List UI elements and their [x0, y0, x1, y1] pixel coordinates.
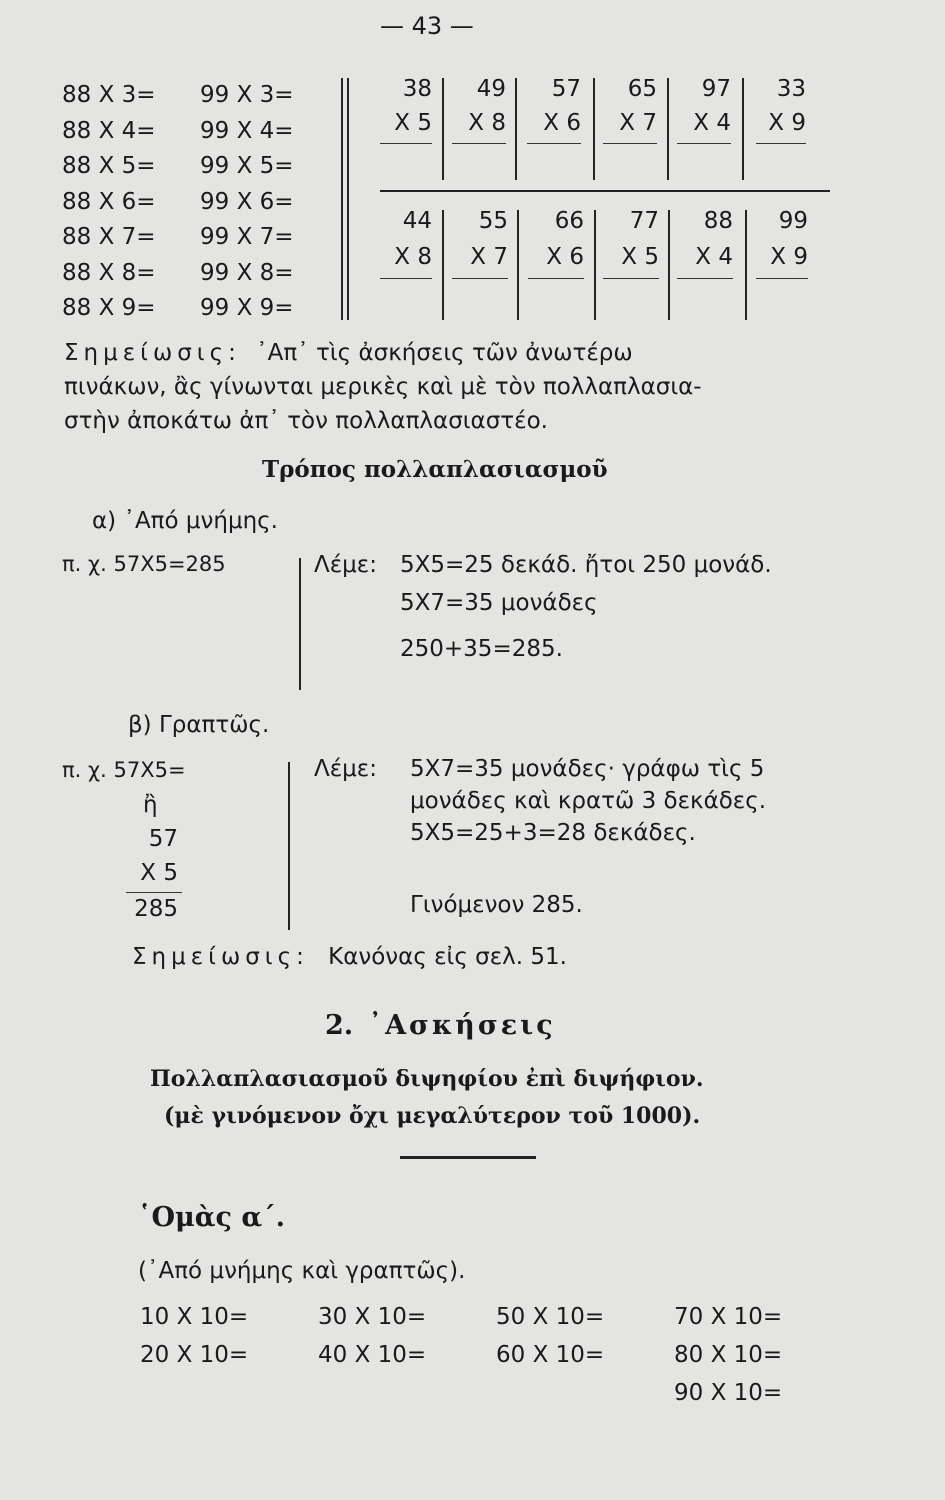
grid-cell-bottom: X 5: [621, 244, 659, 270]
example-text: π. χ. 57X5=285: [62, 552, 226, 576]
exercise-column: [140, 1298, 248, 1374]
explanation-text: Γινόμενον 285.: [410, 892, 583, 918]
table-88-row: 88 X 9=: [62, 295, 156, 321]
subsection-heading: β) Γραπτῶς.: [128, 712, 270, 738]
note-text: Κανόνας εἰς σελ. 51.: [328, 944, 567, 970]
explanation-text: 5X7=35 μονάδες: [400, 590, 598, 616]
note-label: Σημείωσις:: [64, 340, 241, 366]
grid-cell-bottom: X 8: [394, 244, 432, 270]
grid-cell-top: 44: [402, 208, 432, 234]
example-multiplier: X 5: [140, 860, 178, 886]
group-title: ῾Ομὰς α΄.: [138, 1202, 286, 1233]
exercise-item: 60 X 10=: [496, 1342, 605, 1368]
exercise-item: 40 X 10=: [318, 1342, 427, 1368]
note-text: ᾿Απ᾽ τὶς ἀσκήσεις τῶν ἀνωτέρω: [256, 340, 633, 366]
note-paragraph: [64, 340, 633, 366]
grid-cell-top: 99: [778, 208, 808, 234]
note-label: Σημείωσις:: [132, 944, 309, 970]
section-subtitle: (μὲ γινόμενον ὄχι μεγαλύτερον τοῦ 1000).: [164, 1103, 701, 1129]
grid-cell-bottom: X 6: [546, 244, 584, 270]
grid-cell-top: 65: [627, 76, 657, 102]
grid-cell-top: 88: [703, 208, 733, 234]
grid-cell-bottom: X 5: [394, 110, 432, 136]
table-99-row: 99 X 6=: [200, 188, 294, 215]
example-result: 285: [134, 896, 178, 922]
table-88-row: 88 X 4=: [62, 117, 156, 144]
group-subtitle: (᾿Από μνήμης καὶ γραπτῶς).: [138, 1258, 466, 1284]
section-name: ᾿Ασκήσεις: [368, 1010, 556, 1041]
divider-line: [341, 78, 343, 320]
example-text: π. χ. 57X5=: [62, 758, 186, 782]
explanation-text: μονάδες καὶ κρατῶ 3 δεκάδες.: [410, 788, 767, 814]
table-99-row: 99 X 8=: [200, 259, 294, 286]
table-88-row: 88 X 3=: [62, 82, 156, 108]
divider-line: [400, 1156, 536, 1159]
table-88: [62, 78, 156, 327]
section-subtitle: Πολλαπλασιασμοῦ διψηφίου ἐπὶ διψήφιον.: [150, 1066, 704, 1092]
grid-cell-top: 55: [478, 208, 508, 234]
grid-cell-top: 97: [701, 76, 731, 102]
note-text: στὴν ἀποκάτω ἀπ᾽ τὸν πολλαπλασιαστέο.: [64, 408, 548, 434]
divider-line: [347, 78, 349, 320]
grid-cell-top: 77: [629, 208, 659, 234]
grid-cell-bottom: X 7: [470, 244, 508, 270]
subsection-heading: α) ᾿Από μνήμης.: [92, 508, 278, 534]
table-99-row: 99 X 7=: [200, 224, 294, 250]
exercise-item: 30 X 10=: [318, 1304, 427, 1330]
table-88-row: 88 X 5=: [62, 153, 156, 179]
grid-cell-bottom: X 9: [770, 244, 808, 270]
exercise-item: 20 X 10=: [140, 1342, 249, 1368]
divider-line: [299, 558, 301, 690]
table-88-row: 88 X 7=: [62, 224, 156, 250]
table-99-row: 99 X 5=: [200, 153, 294, 179]
grid-cell-bottom: X 8: [468, 110, 506, 136]
grid-cell-bottom: X 4: [693, 110, 731, 136]
exercise-item: 10 X 10=: [140, 1304, 249, 1330]
table-99-row: 99 X 9=: [200, 295, 294, 321]
leme-label: Λέμε:: [314, 552, 377, 578]
note-text: πινάκων, ἂς γίνωνται μερικὲς καὶ μὲ τὸν πολλαπλασια-: [64, 374, 702, 400]
exercise-item: 80 X 10=: [674, 1342, 783, 1368]
exercise-item: 90 X 10=: [674, 1380, 783, 1406]
grid-cell-bottom: X 7: [619, 110, 657, 136]
explanation-text: 5X7=35 μονάδες· γράφω τὶς 5: [410, 756, 765, 782]
explanation-text: 5X5=25 δεκάδ. ἤτοι 250 μονάδ.: [400, 552, 772, 578]
example-text: ἢ: [143, 792, 158, 818]
divider-line: [288, 762, 290, 930]
grid-cell-bottom: X 6: [543, 110, 581, 136]
table-88-row: 88 X 6=: [62, 188, 156, 215]
leme-label: Λέμε:: [314, 756, 377, 782]
grid-cell-top: 33: [776, 76, 806, 102]
page-number: — 43 —: [380, 12, 474, 40]
exercise-column: [496, 1298, 604, 1374]
exercise-item: 70 X 10=: [674, 1304, 783, 1330]
grid-cell-top: 57: [551, 76, 581, 102]
explanation-text: 5X5=25+3=28 δεκάδες.: [410, 820, 696, 846]
grid-cell-bottom: X 4: [695, 244, 733, 270]
table-88-row: 88 X 8=: [62, 259, 156, 286]
grid-cell-top: 49: [476, 76, 506, 102]
section-heading: Τρόπος πολλαπλασιασμοῦ: [262, 456, 608, 483]
exercise-column: [674, 1298, 782, 1412]
table-99-row: 99 X 3=: [200, 82, 294, 108]
exercise-item: 50 X 10=: [496, 1304, 605, 1330]
section-title: [325, 1010, 556, 1041]
grid-cell-bottom: X 9: [768, 110, 806, 136]
table-99-row: 99 X 4=: [200, 117, 294, 144]
explanation-text: 250+35=285.: [400, 636, 563, 662]
note-paragraph: [132, 944, 567, 970]
table-99: [200, 78, 294, 327]
exercise-column: [318, 1298, 426, 1374]
grid-cell-top: 66: [554, 208, 584, 234]
grid-cell-top: 38: [402, 76, 432, 102]
example-number: 57: [148, 826, 178, 852]
section-number: 2.: [325, 1010, 354, 1041]
